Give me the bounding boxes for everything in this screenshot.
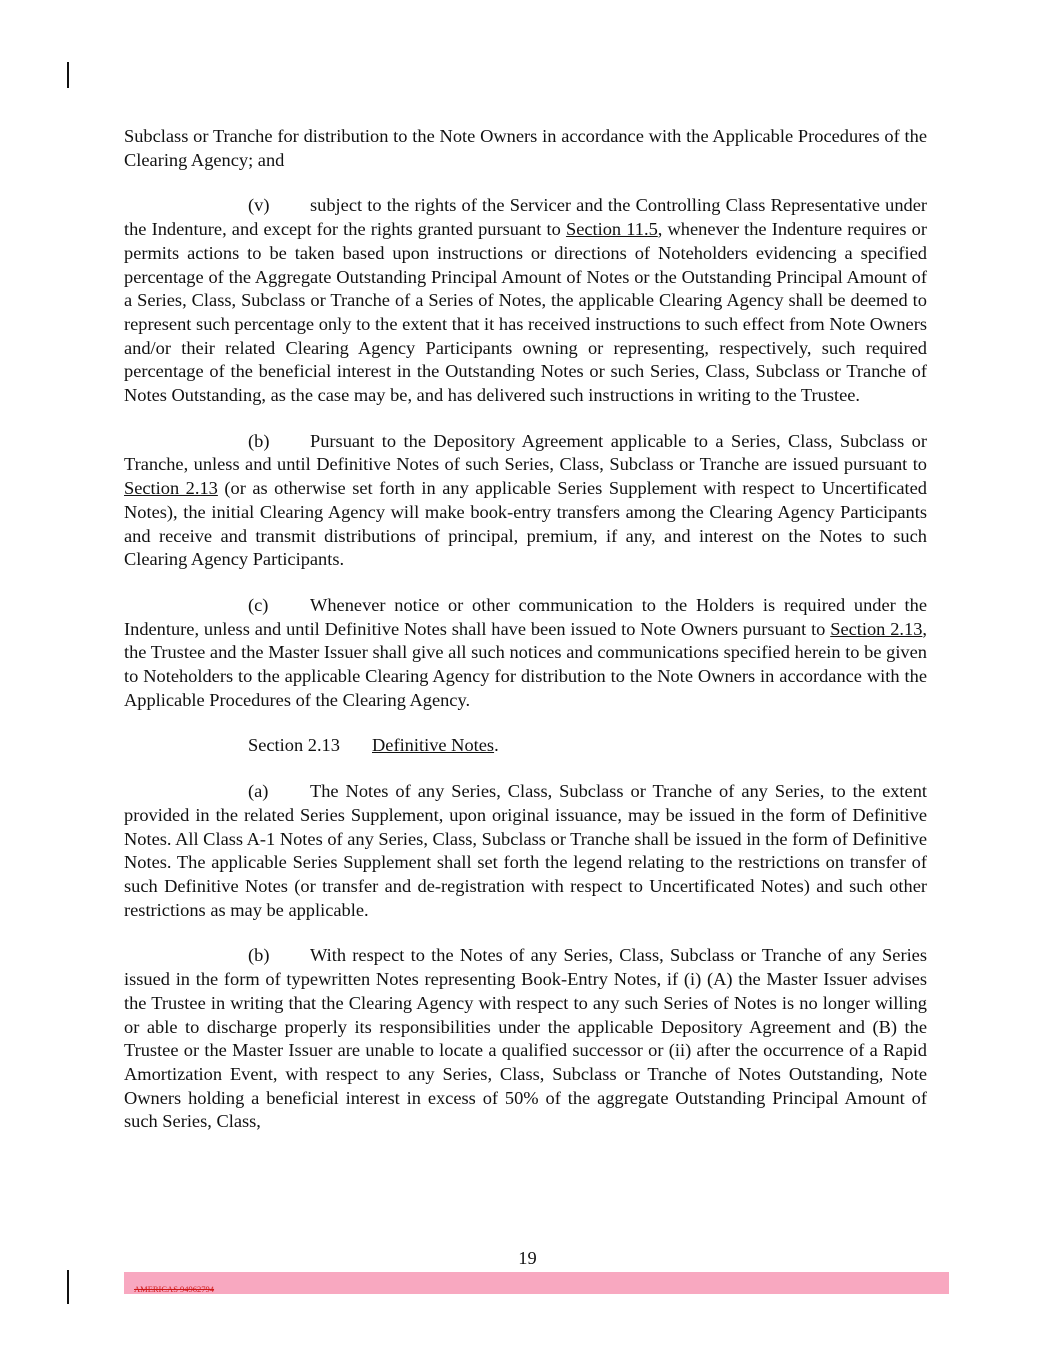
- paragraph-text: , whenever the Indenture requires or permits actions to be taken based upon instructions or directions of Noteholders evidencing a specified percentage of the Aggregate Outstanding Principal Amount of Notes or the Outstanding Principal Amount of a Series, Class, Subclass or Tranche of a Series of Notes, the applicable Clearing Agency shall be deemed to represent such percentage only to the extent that it has received instructions to such effect from Note Owners and/or their related Clearing Agency Participants owning or representing, respectively, such required percentage of the beneficial interest in the Outstanding Notes or such Series, Class, Subclass or Tranche of Notes Outstanding, as the case may be, and has delivered such instructions in writing to the Trustee.: [124, 219, 927, 406]
- paragraph-text: The Notes of any Series, Class, Subclass or Tranche of any Series, to the extent provided in the related Series Supplement, upon original issuance, may be issued in the form of Definitive Notes. All Class A-1 Notes of any Series, Class, Subclass or Tranche shall be issued in the form of Definitive Notes. The applicable Series Supplement shall set forth the legend relating to the restrictions on transfer of such Definitive Notes (or transfer and de-registration with respect to Uncertificated Notes) and such other restrictions as may be applicable.: [124, 781, 927, 920]
- paragraph-text: Subclass or Tranche for distribution to the Note Owners in accordance with the Applicable Procedures of the Clearing Agency; and: [124, 126, 927, 170]
- paragraph-label: (c): [248, 594, 269, 615]
- margin-change-bar-top: [67, 62, 69, 88]
- margin-change-bar-bottom: [67, 1270, 69, 1304]
- document-body: [124, 125, 927, 1156]
- paragraph-text: , the Trustee and the Master Issuer shall give all such notices and communications specified herein to be given to Noteholders to the applicable Clearing Agency for distribution to the Note Owners in accordance with the Applicable Procedures of the Clearing Agency.: [124, 618, 928, 710]
- paragraph-text: subject to the rights of the Servicer and the Controlling Class Representative under the Indenture, and except for the rights granted pursuant to: [124, 195, 927, 240]
- section-reference: Section 2.13: [124, 478, 218, 499]
- paragraph-text: Whenever notice or other communication to the Holders is required under the Indenture, unless and until Definitive Notes shall have been issued to Note Owners pursuant to: [124, 594, 927, 639]
- section-heading: [124, 734, 927, 758]
- section-title: Definitive Notes: [372, 735, 495, 756]
- paragraph-label: (a): [248, 781, 269, 802]
- paragraph-text: Pursuant to the Depository Agreement applicable to a Series, Class, Subclass or Tranche, unless and until Definitive Notes of such Series, Class, Subclass or Tranche are issued pursuant to: [124, 430, 927, 475]
- paragraph-text: (or as otherwise set forth in any applicable Series Supplement with respect to Uncertificated Notes), the initial Clearing Agency will make book-entry transfers among the Clearing Agency Participants and receive and transmit distributions of principal, premium, if any, and interest on the Notes to such Clearing Agency Participants.: [124, 478, 927, 570]
- paragraph-b-depository: [124, 430, 927, 572]
- paragraph-a-definitive: [124, 780, 927, 922]
- document-id: AMERICAS 94962794: [134, 1284, 215, 1294]
- footer-bar: [124, 1272, 949, 1294]
- paragraph-text: With respect to the Notes of any Series, Class, Subclass or Tranche of any Series issued in the form of typewritten Notes representing Book-Entry Notes, if (i) (A) the Master Issuer advises the Trustee in writing that the Clearing Agency with respect to any such Series of Notes is no longer willing or able to discharge properly its responsibilities under the applicable Depository Agreement and (B) the Trustee or the Master Issuer are unable to locate a qualified successor or (ii) after the occurrence of a Rapid Amortization Event, with respect to any Series, Class, Subclass or Tranche of Notes Outstanding, Note Owners holding a beneficial interest in excess of 50% of the aggregate Outstanding Principal Amount of such Series, Class,: [124, 945, 927, 1132]
- paragraph-continuation: [124, 125, 927, 172]
- page-number: 19: [518, 1248, 537, 1268]
- paragraph-v: [124, 194, 927, 407]
- paragraph-b-book-entry: [124, 944, 927, 1134]
- paragraph-label: (b): [248, 430, 270, 451]
- section-title-period: .: [494, 735, 499, 756]
- paragraph-c-notices: [124, 594, 927, 713]
- section-number: Section 2.13: [248, 735, 340, 756]
- paragraph-label: (v): [248, 195, 270, 216]
- section-reference: Section 2.13: [830, 618, 923, 639]
- paragraph-label: (b): [248, 945, 270, 966]
- section-reference: Section 11.5: [565, 219, 658, 240]
